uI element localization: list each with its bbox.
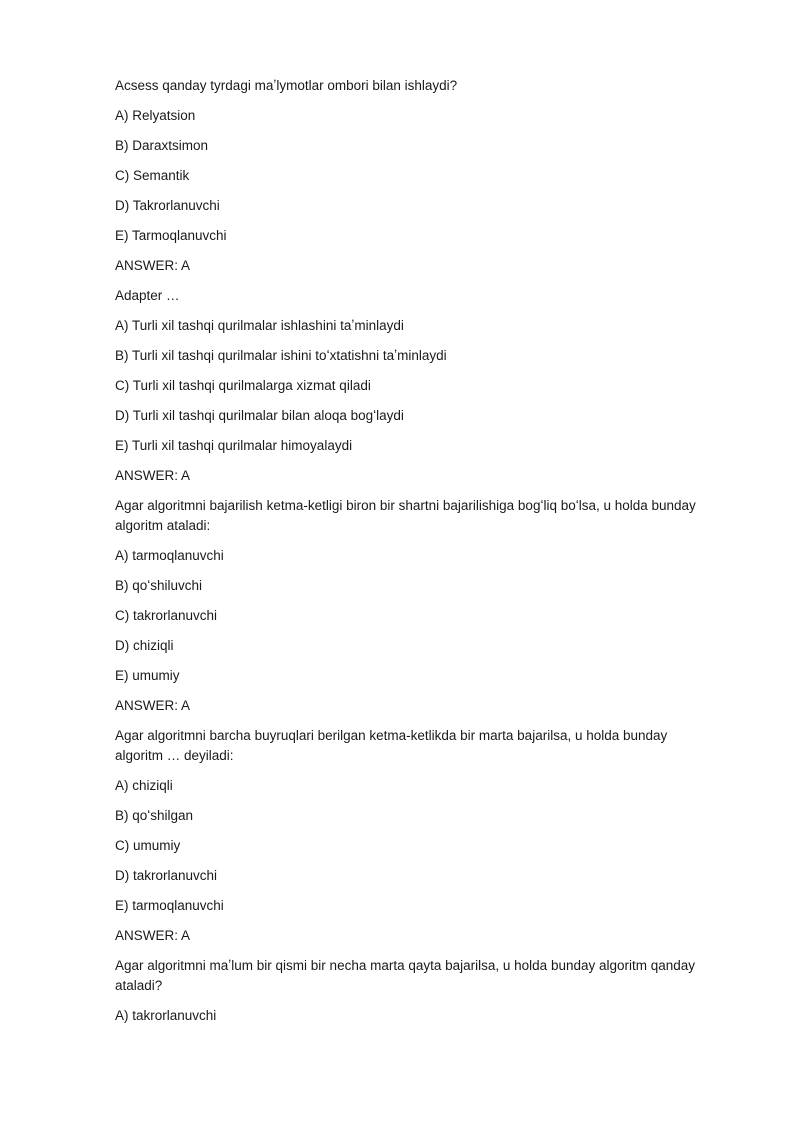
- question-text: Adapter …: [115, 288, 180, 303]
- answer-option: E) tarmoqlanuvchi: [115, 898, 224, 913]
- answer-option: E) Tarmoqlanuvchi: [115, 228, 227, 243]
- answer-option: D) chiziqli: [115, 638, 174, 653]
- answer-option: D) takrorlanuvchi: [115, 868, 218, 883]
- question-block: [115, 496, 715, 716]
- correct-answer: ANSWER: A: [115, 698, 191, 713]
- answer-option: C) takrorlanuvchi: [115, 608, 218, 623]
- question-block: [115, 726, 715, 946]
- answer-option: A) Relyatsion: [115, 108, 196, 123]
- answer-option: B) qoʻshilgan: [115, 808, 194, 823]
- question-text: Agar algoritmni maʼlum bir qismi bir necha marta qayta bajarilsa, u holda bunday algoritm qanday ataladi?: [115, 958, 696, 993]
- answer-option: D) Takrorlanuvchi: [115, 198, 220, 213]
- answer-option: C) Semantik: [115, 168, 190, 183]
- answer-option: A) Turli xil tashqi qurilmalar ishlashini taʼminlaydi: [115, 318, 404, 333]
- question-text: Agar algoritmni barcha buyruqlari berilgan ketma-ketlikda bir marta bajarilsa, u holda bunday algoritm … deyiladi:: [115, 728, 668, 763]
- answer-option: E) Turli xil tashqi qurilmalar himoyalaydi: [115, 438, 353, 453]
- question-block: [115, 76, 715, 276]
- correct-answer: ANSWER: A: [115, 928, 191, 943]
- question-block: [115, 286, 715, 486]
- answer-option: A) takrorlanuvchi: [115, 1008, 217, 1023]
- answer-option: B) Daraxtsimon: [115, 138, 209, 153]
- answer-option: B) Turli xil tashqi qurilmalar ishini toʻxtatishni taʼminlaydi: [115, 348, 447, 363]
- correct-answer: ANSWER: A: [115, 258, 191, 273]
- answer-option: C) umumiy: [115, 838, 181, 853]
- question-text: Acsess qanday tyrdagi maʼlymotlar ombori bilan ishlaydi?: [115, 78, 458, 93]
- answer-option: C) Turli xil tashqi qurilmalarga xizmat qiladi: [115, 378, 371, 393]
- document-page: [115, 76, 715, 1036]
- answer-option: A) chiziqli: [115, 778, 173, 793]
- answer-option: A) tarmoqlanuvchi: [115, 548, 224, 563]
- answer-option: D) Turli xil tashqi qurilmalar bilan aloqa bogʻlaydi: [115, 408, 404, 423]
- answer-option: E) umumiy: [115, 668, 180, 683]
- correct-answer: ANSWER: A: [115, 468, 191, 483]
- question-text: Agar algoritmni bajarilish ketma-ketligi biron bir shartni bajarilishiga bogʻliq boʻlsa, u holda bunday algoritm ataladi:: [115, 498, 696, 533]
- answer-option: B) qoʻshiluvchi: [115, 578, 203, 593]
- question-block: [115, 956, 715, 1026]
